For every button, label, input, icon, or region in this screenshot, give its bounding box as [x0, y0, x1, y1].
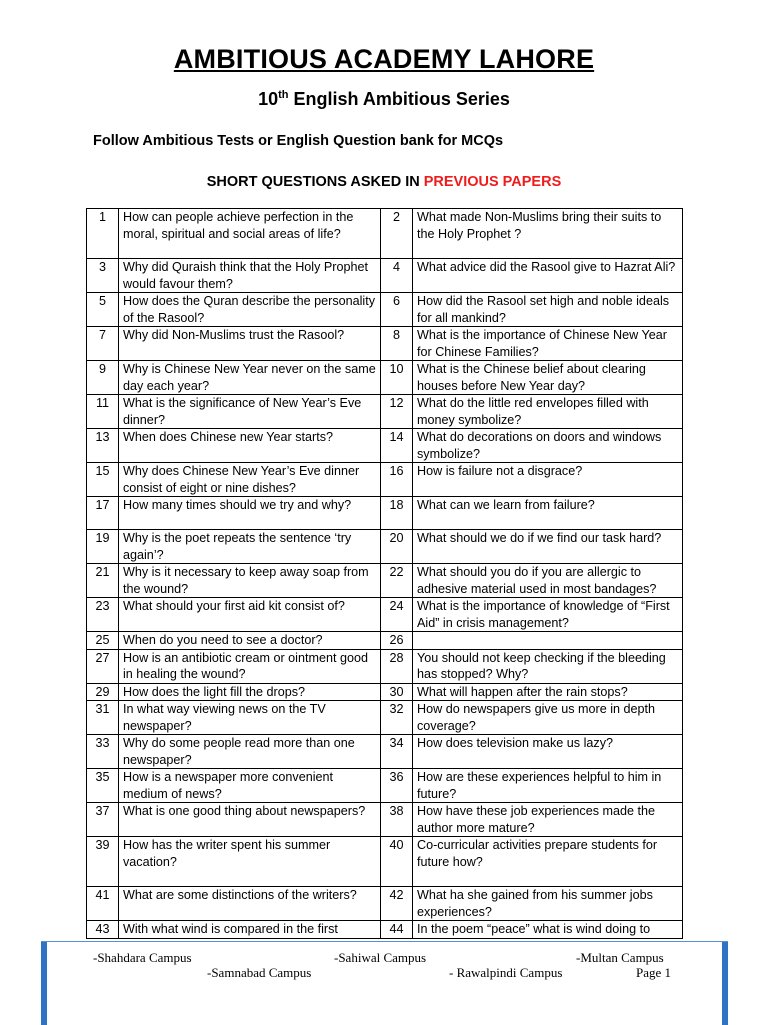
question-row	[87, 361, 683, 395]
question-text: What should your first aid kit consist of?	[119, 598, 381, 632]
question-number: 31	[87, 701, 119, 735]
question-number: 24	[381, 598, 413, 632]
question-text: How is failure not a disgrace?	[413, 463, 683, 497]
question-row	[87, 564, 683, 598]
question-text: In the poem “peace” what is wind doing to	[413, 921, 683, 939]
question-number: 3	[87, 259, 119, 293]
question-number: 11	[87, 395, 119, 429]
question-row	[87, 293, 683, 327]
question-text	[413, 632, 683, 650]
question-text: When do you need to see a doctor?	[119, 632, 381, 650]
question-number: 42	[381, 887, 413, 921]
question-number: 34	[381, 735, 413, 769]
question-text: How has the writer spent his summer vacation?	[119, 837, 381, 887]
question-number: 37	[87, 803, 119, 837]
question-row	[87, 887, 683, 921]
question-number: 28	[381, 649, 413, 683]
question-text: How did the Rasool set high and noble ideals for all mankind?	[413, 293, 683, 327]
question-row	[87, 683, 683, 701]
question-text: Why is it necessary to keep away soap from the wound?	[119, 564, 381, 598]
question-number: 22	[381, 564, 413, 598]
question-text: What is the importance of knowledge of “First Aid” in crisis management?	[413, 598, 683, 632]
question-text: What is the Chinese belief about clearing houses before New Year day?	[413, 361, 683, 395]
question-number: 43	[87, 921, 119, 939]
question-number: 33	[87, 735, 119, 769]
question-text: You should not keep checking if the bleeding has stopped? Why?	[413, 649, 683, 683]
subtitle-text: English Ambitious Series	[288, 89, 510, 109]
footer-campus-rawalpindi: - Rawalpindi Campus	[449, 965, 563, 980]
question-number: 21	[87, 564, 119, 598]
question-row	[87, 530, 683, 564]
footer-page-number: Page 1	[636, 965, 672, 980]
question-text: Why did Quraish think that the Holy Prophet would favour them?	[119, 259, 381, 293]
question-text: What should we do if we find our task hard?	[413, 530, 683, 564]
question-number: 14	[381, 429, 413, 463]
question-text: What should you do if you are allergic to adhesive material used in most bandages?	[413, 564, 683, 598]
question-number: 17	[87, 497, 119, 530]
question-number: 16	[381, 463, 413, 497]
section-heading	[0, 174, 768, 190]
question-row	[87, 735, 683, 769]
question-number: 41	[87, 887, 119, 921]
question-text: Why did Non-Muslims trust the Rasool?	[119, 327, 381, 361]
question-number: 27	[87, 649, 119, 683]
question-row	[87, 327, 683, 361]
question-text: Co-curricular activities prepare students for future how?	[413, 837, 683, 887]
question-number: 6	[381, 293, 413, 327]
question-text: With what wind is compared in the first	[119, 921, 381, 939]
question-text: What is the significance of New Year’s Eve dinner?	[119, 395, 381, 429]
question-text: How do newspapers give us more in depth coverage?	[413, 701, 683, 735]
question-row	[87, 463, 683, 497]
question-text: In what way viewing news on the TV newspaper?	[119, 701, 381, 735]
question-number: 4	[381, 259, 413, 293]
question-number: 12	[381, 395, 413, 429]
question-number: 36	[381, 769, 413, 803]
subtitle-suffix: th	[278, 89, 289, 101]
page-title: AMBITIOUS ACADEMY LAHORE	[173, 44, 595, 74]
question-text: How is a newspaper more convenient medium of news?	[119, 769, 381, 803]
question-number: 39	[87, 837, 119, 887]
question-number: 1	[87, 209, 119, 259]
question-text: Why does Chinese New Year’s Eve dinner consist of eight or nine dishes?	[119, 463, 381, 497]
question-text: When does Chinese new Year starts?	[119, 429, 381, 463]
question-text: What made Non-Muslims bring their suits to the Holy Prophet ?	[413, 209, 683, 259]
question-text: How is an antibiotic cream or ointment good in healing the wound?	[119, 649, 381, 683]
question-row	[87, 598, 683, 632]
question-text: How can people achieve perfection in the moral, spiritual and social areas of life?	[119, 209, 381, 259]
question-number: 19	[87, 530, 119, 564]
question-number: 25	[87, 632, 119, 650]
question-row	[87, 395, 683, 429]
footer-right-bar	[722, 942, 728, 1025]
question-number: 15	[87, 463, 119, 497]
question-number: 2	[381, 209, 413, 259]
question-text: What will happen after the rain stops?	[413, 683, 683, 701]
question-number: 8	[381, 327, 413, 361]
subtitle-grade: 10	[258, 89, 279, 109]
footer-campus-samnabad: -Samnabad Campus	[207, 965, 312, 980]
question-text: What is the importance of Chinese New Year for Chinese Families?	[413, 327, 683, 361]
question-row	[87, 649, 683, 683]
question-number: 23	[87, 598, 119, 632]
question-text: How are these experiences helpful to him in future?	[413, 769, 683, 803]
question-number: 32	[381, 701, 413, 735]
footer-campus-sahiwal: -Sahiwal Campus	[334, 950, 427, 965]
question-number: 35	[87, 769, 119, 803]
footer-campus-multan: -Multan Campus	[576, 950, 664, 965]
question-row	[87, 769, 683, 803]
question-text: Why is Chinese New Year never on the same day each year?	[119, 361, 381, 395]
question-row	[87, 921, 683, 939]
question-text: What is one good thing about newspapers?	[119, 803, 381, 837]
questions-table	[86, 208, 683, 939]
question-number: 10	[381, 361, 413, 395]
question-number: 7	[87, 327, 119, 361]
question-text: Why is the poet repeats the sentence ‘try again’?	[119, 530, 381, 564]
mcq-note: Follow Ambitious Tests or English Question bank for MCQs	[93, 133, 504, 149]
question-row	[87, 837, 683, 887]
question-row	[87, 632, 683, 650]
question-text: What ha she gained from his summer jobs experiences?	[413, 887, 683, 921]
question-text: What are some distinctions of the writers?	[119, 887, 381, 921]
question-text: How many times should we try and why?	[119, 497, 381, 530]
question-row	[87, 803, 683, 837]
question-text: How does the Quran describe the personality of the Rasool?	[119, 293, 381, 327]
footer-campus-shahdara: -Shahdara Campus	[93, 950, 192, 965]
heading-text: SHORT QUESTIONS ASKED IN	[206, 174, 424, 190]
heading-highlight: PREVIOUS PAPERS	[423, 174, 562, 190]
question-number: 5	[87, 293, 119, 327]
question-text: What do the little red envelopes filled with money symbolize?	[413, 395, 683, 429]
question-number: 9	[87, 361, 119, 395]
question-row	[87, 259, 683, 293]
question-number: 40	[381, 837, 413, 887]
question-text: What advice did the Rasool give to Hazrat Ali?	[413, 259, 683, 293]
question-text: How does television make us lazy?	[413, 735, 683, 769]
series-subtitle	[0, 89, 768, 110]
footer-left-bar	[41, 942, 47, 1025]
question-number: 13	[87, 429, 119, 463]
question-row	[87, 497, 683, 530]
question-text: What do decorations on doors and windows symbolize?	[413, 429, 683, 463]
question-number: 30	[381, 683, 413, 701]
questions-body	[87, 209, 683, 939]
question-number: 38	[381, 803, 413, 837]
question-number: 20	[381, 530, 413, 564]
question-row	[87, 209, 683, 259]
question-number: 26	[381, 632, 413, 650]
question-text: What can we learn from failure?	[413, 497, 683, 530]
question-number: 44	[381, 921, 413, 939]
question-text: Why do some people read more than one newspaper?	[119, 735, 381, 769]
question-text: How have these job experiences made the author more mature?	[413, 803, 683, 837]
question-text: How does the light fill the drops?	[119, 683, 381, 701]
question-row	[87, 701, 683, 735]
question-row	[87, 429, 683, 463]
question-number: 18	[381, 497, 413, 530]
question-number: 29	[87, 683, 119, 701]
